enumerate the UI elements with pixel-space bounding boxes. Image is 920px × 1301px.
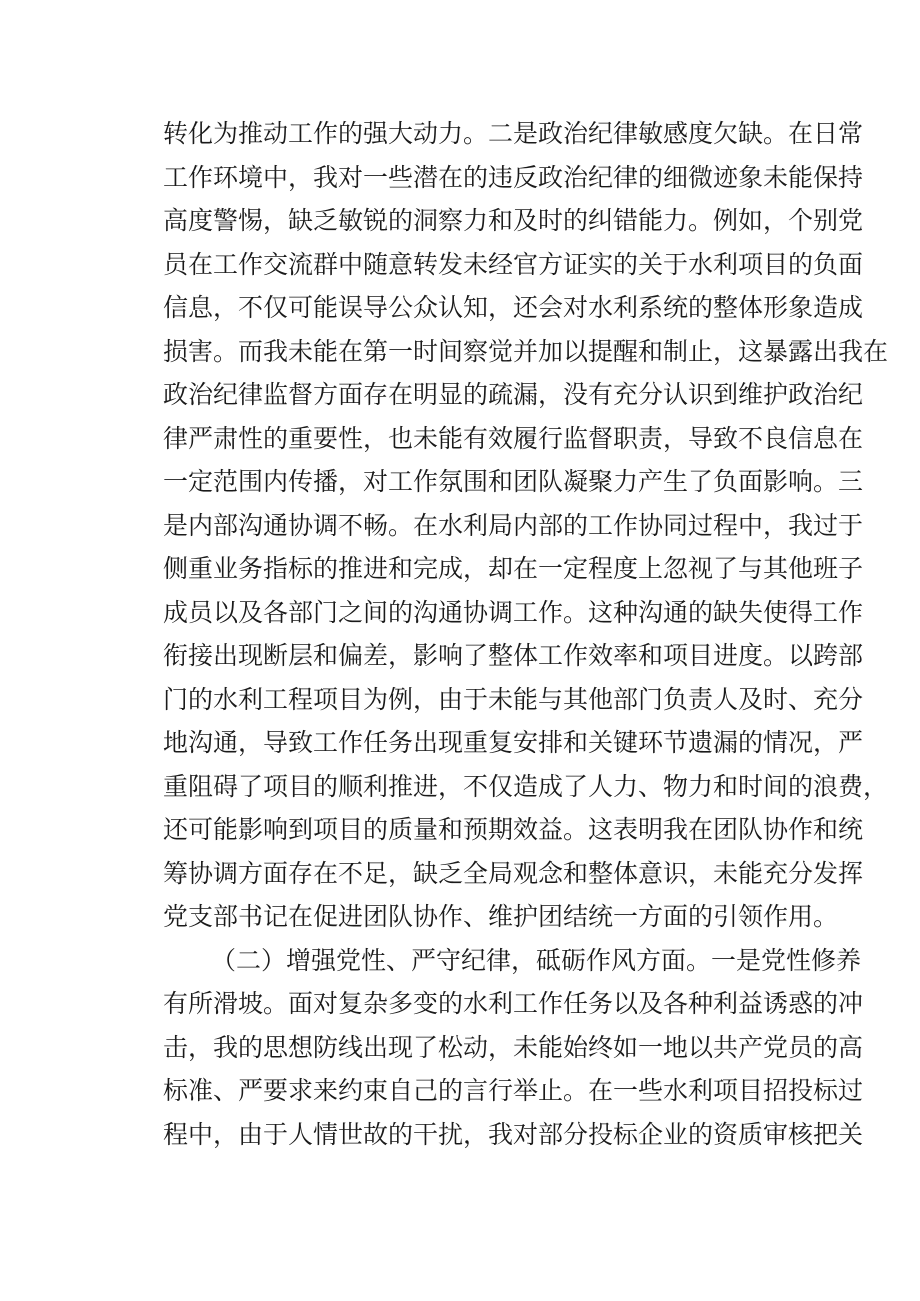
text-line: 程中，由于人情世故的干扰，我对部分投标企业的资质审核把关 bbox=[163, 1119, 864, 1149]
text-line: 有所滑坡。面对复杂多变的水利工作任务以及各种利益诱惑的冲 bbox=[163, 989, 864, 1018]
text-line: 工作环境中，我对一些潜在的违反政治纪律的细微迹象未能保持 bbox=[163, 162, 864, 192]
text-line: 是内部沟通协调不畅。在水利局内部的工作协同过程中，我过于 bbox=[163, 510, 864, 540]
text-line: 政治纪律监督方面存在明显的疏漏，没有充分认识到维护政治纪 bbox=[163, 380, 864, 409]
text-line: 成员以及各部门之间的沟通协调工作。这种沟通的缺失使得工作 bbox=[163, 597, 864, 627]
text-line: 律严肃性的重要性，也未能有效履行监督职责，导致不良信息在 bbox=[163, 423, 864, 453]
text-line: 门的水利工程项目为例，由于未能与其他部门负责人及时、充分 bbox=[163, 684, 864, 714]
text-line: 侧重业务指标的推进和完成，却在一定程度上忽视了与其他班子 bbox=[163, 554, 864, 583]
text-line: 还可能影响到项目的质量和预期效益。这表明我在团队协作和统 bbox=[163, 815, 864, 844]
text-line: 信息，不仅可能误导公众认知，还会对水利系统的整体形象造成 bbox=[163, 293, 864, 322]
text-line: 击，我的思想防线出现了松动，未能始终如一地以共产党员的高 bbox=[163, 1032, 864, 1062]
text-line: 转化为推动工作的强大动力。二是政治纪律敏感度欠缺。在日常 bbox=[163, 119, 864, 148]
text-line: 员在工作交流群中随意转发未经官方证实的关于水利项目的负面 bbox=[163, 249, 864, 279]
text-line: 党支部书记在促进团队协作、维护团结统一方面的引领作用。 bbox=[163, 902, 839, 931]
section-heading-line: （二）增强党性、严守纪律，砥砺作风方面。一是党性修养 bbox=[211, 945, 862, 975]
text-line: 衔接出现断层和偏差，影响了整体工作效率和项目进度。以跨部 bbox=[163, 641, 864, 670]
text-line: 重阻碍了项目的顺利推进，不仅造成了人力、物力和时间的浪费， bbox=[163, 771, 889, 801]
text-line: 标准、严要求来约束自己的言行举止。在一些水利项目招投标过 bbox=[163, 1076, 864, 1105]
text-line: 损害。而我未能在第一时间察觉并加以提醒和制止，这暴露出我在 bbox=[163, 336, 889, 366]
text-line: 一定范围内传播，对工作氛围和团队凝聚力产生了负面影响。三 bbox=[163, 467, 864, 496]
text-line: 筹协调方面存在不足，缺乏全局观念和整体意识，未能充分发挥 bbox=[163, 858, 864, 888]
text-line: 地沟通，导致工作任务出现重复安排和关键环节遗漏的情况，严 bbox=[163, 728, 864, 757]
text-line: 高度警惕，缺乏敏锐的洞察力和及时的纠错能力。例如，个别党 bbox=[163, 206, 864, 235]
body-text bbox=[163, 112, 889, 1156]
